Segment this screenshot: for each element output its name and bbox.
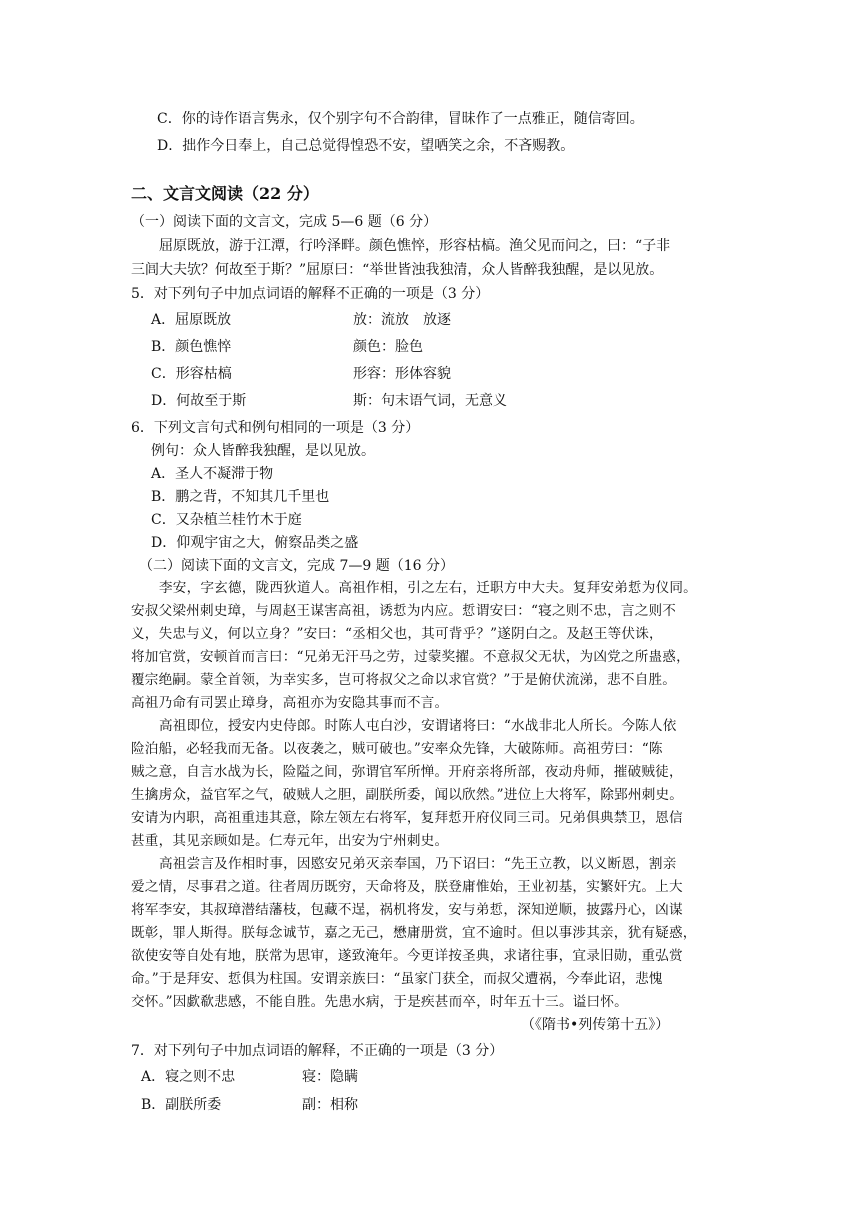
passage1-line: 屈原既放，游于江潭，行吟泽畔。颜色憔悴，形容枯槁。渔父见而问之，曰：“子非 — [159, 238, 671, 254]
q7-option-a-meaning: 寝：隐瞒 — [302, 1069, 358, 1085]
part1-intro: （一）阅读下面的文言文，完成 5—6 题（6 分） — [131, 214, 438, 230]
passage2-line: 高祖尝言及作相时事，因愍安兄弟灭亲奉国，乃下诏曰：“先王立教，以义断恩，割亲 — [159, 856, 677, 872]
passage2-line: 安叔父梁州刺史璋，与周赵王谋害高祖，诱悊为内应。悊谓安曰：“寝之则不忠，言之则不 — [131, 603, 677, 619]
q5-option-b-meaning: 颜色：脸色 — [353, 339, 423, 355]
q5-option-d: D．何故至于斯 — [151, 393, 247, 409]
passage2-line: 命。”于是拜安、悊俱为柱国。安谓亲族曰：“虽家门获全，而叔父遭祸，今奉此诏，悲愧 — [131, 971, 663, 987]
q6-option-c: C．又杂植兰桂竹木于庭 — [151, 512, 302, 528]
q7-option-b-meaning: 副：相称 — [302, 1097, 358, 1113]
passage2-line: 将军李安，其叔璋潜结藩枝，包藏不逞，祸机将发，安与弟悊，深知逆顺，披露丹心，凶谋 — [131, 902, 683, 918]
q6-example: 例句：众人皆醉我独醒，是以见放。 — [151, 443, 375, 459]
passage2-line: 既彰，罪人斯得。朕每念诚节，嘉之无己，懋庸册赏，宜不逾时。但以事涉其亲，犹有疑惑， — [131, 925, 697, 941]
prev-option-c: C．你的诗作语言隽永，仅个别字句不合韵律，冒昧作了一点雅正，随信寄回。 — [157, 111, 644, 127]
q5-option-c: C．形容枯槁 — [151, 366, 232, 382]
q7-option-a: A．寝之则不忠 — [141, 1069, 236, 1085]
q5-option-d-meaning: 斯：句末语气词，无意义 — [353, 393, 507, 409]
passage2-line: 安请为内职，高祖重违其意，除左领左右将军，复拜悊开府仪同三司。兄弟俱典禁卫，恩信 — [131, 810, 683, 826]
passage2-line: 贼之意，自言水战为长，险隘之间，弥谓官军所惮。开府亲将所部，夜动舟师，摧破贼徒， — [131, 764, 683, 780]
q6-option-a: A．圣人不凝滞于物 — [151, 466, 274, 482]
passage2-line: 义，失忠与义，何以立身？”安曰：“丞相父也，其可背乎？”遂阴白之。及赵王等伏诛， — [131, 626, 663, 642]
passage-source: （《隋书•列传第十五》） — [521, 1017, 670, 1033]
passage2-line: 将加官赏，安顿首而言曰：“兄弟无汗马之劳，过蒙奖擢。不意叔父无状，为凶党之所蛊惑， — [131, 649, 690, 665]
passage2-line: 高祖即位，授安内史侍郎。时陈人屯白沙，安谓诸将曰：“水战非北人所长。今陈人依 — [159, 718, 677, 734]
passage2-line: 生擒虏众，益官军之气，破贼人之胆，副朕所委，闻以欣然。”进位上大将军，除郢州刺史。 — [131, 787, 684, 803]
q5-option-a-meaning: 放：流放 放逐 — [353, 312, 451, 328]
passage2-line: 甚重，其见亲顾如是。仁寿元年，出安为宁州刺史。 — [131, 833, 449, 849]
passage2-line: 覆宗绝嗣。蒙全首领，为幸实多，岂可将叔父之命以求官赏？”于是俯伏流涕，悲不自胜。 — [131, 672, 677, 688]
passage2-line: 交怀。”因歔欷悲感，不能自胜。先患水病，于是疾甚而卒，时年五十三。谥曰怀。 — [131, 994, 628, 1010]
q6-option-b: B．鹏之背，不知其几千里也 — [151, 489, 330, 505]
question-5-stem: 5．对下列句子中加点词语的解释不正确的一项是（3 分） — [131, 286, 490, 302]
q7-option-b: B．副朕所委 — [141, 1097, 222, 1113]
section-heading: 二、文言文阅读（22 分） — [131, 184, 319, 203]
passage2-line: 李安，字玄德，陇西狄道人。高祖作相，引之左右，迁职方中大夫。复拜安弟悊为仪同。 — [159, 580, 697, 596]
question-6-stem: 6．下列文言句式和例句相同的一项是（3 分） — [131, 420, 420, 436]
passage2-line: 欲使安等自处有地，朕常为思审，遂致淹年。今更详按圣典，求诸往事，宜录旧勋，重弘赏 — [131, 948, 683, 964]
passage2-line: 爱之情，尽事君之道。往者周历既穷，天命将及，朕登庸惟始，王业初基，实繁奸宄。上大 — [131, 879, 683, 895]
prev-option-d: D．拙作今日奉上，自己总觉得惶恐不安，望哂笑之余，不吝赐教。 — [157, 138, 575, 154]
passage1-line: 三闾大夫欤？何故至于斯？”屈原曰：“举世皆浊我独清，众人皆醉我独醒，是以见放。 — [131, 262, 664, 278]
part2-intro: （二）阅读下面的文言文，完成 7—9 题（16 分） — [139, 558, 454, 574]
question-7-stem: 7．对下列句子中加点词语的解释，不正确的一项是（3 分） — [131, 1043, 504, 1059]
q5-option-b: B．颜色憔悴 — [151, 339, 232, 355]
q5-option-a: A．屈原既放 — [151, 312, 232, 328]
passage2-line: 险泊船，必轻我而无备。以夜袭之，贼可破也。”安率众先锋，大破陈师。高祖劳曰：“陈 — [131, 741, 663, 757]
q5-option-c-meaning: 形容：形体容貌 — [353, 366, 451, 382]
passage2-line: 高祖乃命有司罢止璋身，高祖亦为安隐其事而不言。 — [131, 695, 449, 711]
q6-option-d: D．仰观宇宙之大，俯察品类之盛 — [151, 535, 359, 551]
